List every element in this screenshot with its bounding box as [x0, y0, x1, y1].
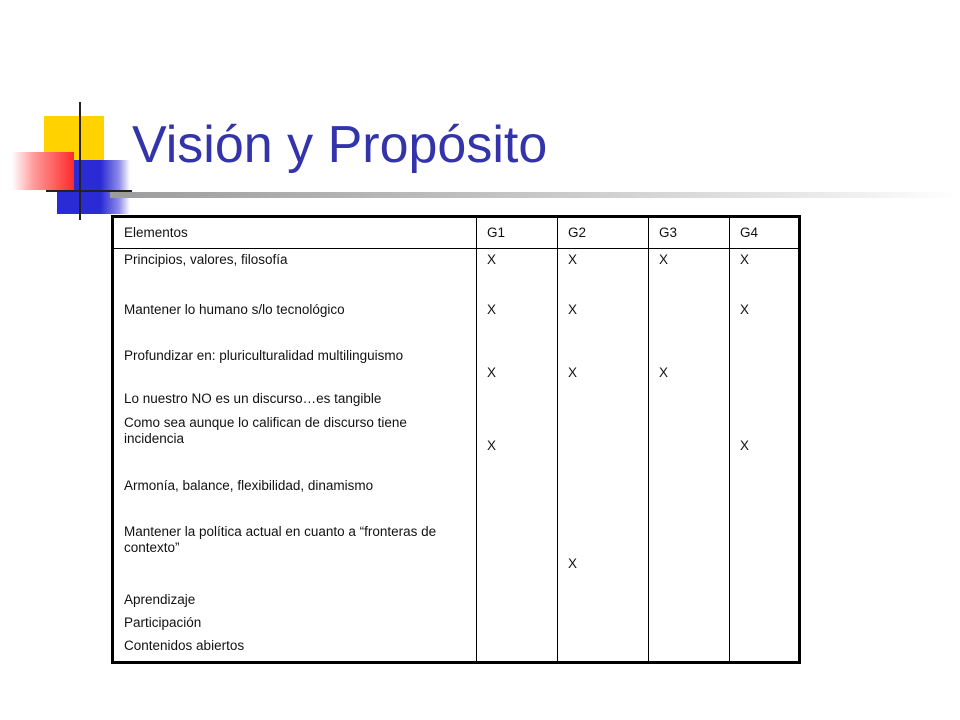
g2-mark: X	[568, 556, 578, 571]
g1-mark: X	[487, 438, 497, 453]
element-item: Profundizar en: pluriculturalidad multilinguismo	[124, 348, 404, 363]
element-item: Aprendizaje	[124, 592, 196, 607]
element-item: Participación	[124, 615, 202, 630]
g2-cell	[558, 249, 649, 663]
header-g4: G4	[730, 217, 800, 249]
slide-title: Visión y Propósito	[132, 116, 548, 174]
table-row	[113, 249, 800, 663]
element-item: Contenidos abiertos	[124, 638, 245, 653]
g3-cell	[649, 249, 730, 663]
g4-cell	[730, 249, 800, 663]
g3-mark: X	[659, 252, 669, 267]
element-item: Mantener lo humano s/lo tecnológico	[124, 302, 345, 317]
elements-cell	[113, 249, 477, 663]
header-g2: G2	[558, 217, 649, 249]
g1-mark: X	[487, 252, 497, 267]
header-elementos: Elementos	[113, 217, 477, 249]
red-square-decoration	[12, 152, 74, 190]
g2-mark: X	[568, 365, 578, 380]
g1-mark: X	[487, 302, 497, 317]
g4-mark: X	[740, 438, 750, 453]
g2-mark: X	[568, 302, 578, 317]
element-item: Armonía, balance, flexibilidad, dinamismo	[124, 478, 374, 493]
vertical-line-decoration	[79, 102, 81, 220]
vision-table	[111, 215, 801, 664]
element-item: Principios, valores, filosofía	[124, 252, 288, 267]
g4-mark: X	[740, 302, 750, 317]
table-header-row	[113, 217, 800, 249]
header-g3: G3	[649, 217, 730, 249]
element-item: Mantener la política actual en cuanto a “fronteras de contexto”	[124, 524, 437, 555]
header-g1: G1	[477, 217, 558, 249]
g2-mark: X	[568, 252, 578, 267]
g1-mark: X	[487, 365, 497, 380]
element-item: Como sea aunque lo califican de discurso tiene incidencia	[124, 415, 407, 446]
g3-mark: X	[659, 365, 669, 380]
element-item: Lo nuestro NO es un discurso…es tangible	[124, 391, 382, 406]
title-underline-rule	[110, 192, 960, 198]
g1-cell	[477, 249, 558, 663]
g4-mark: X	[740, 252, 750, 267]
